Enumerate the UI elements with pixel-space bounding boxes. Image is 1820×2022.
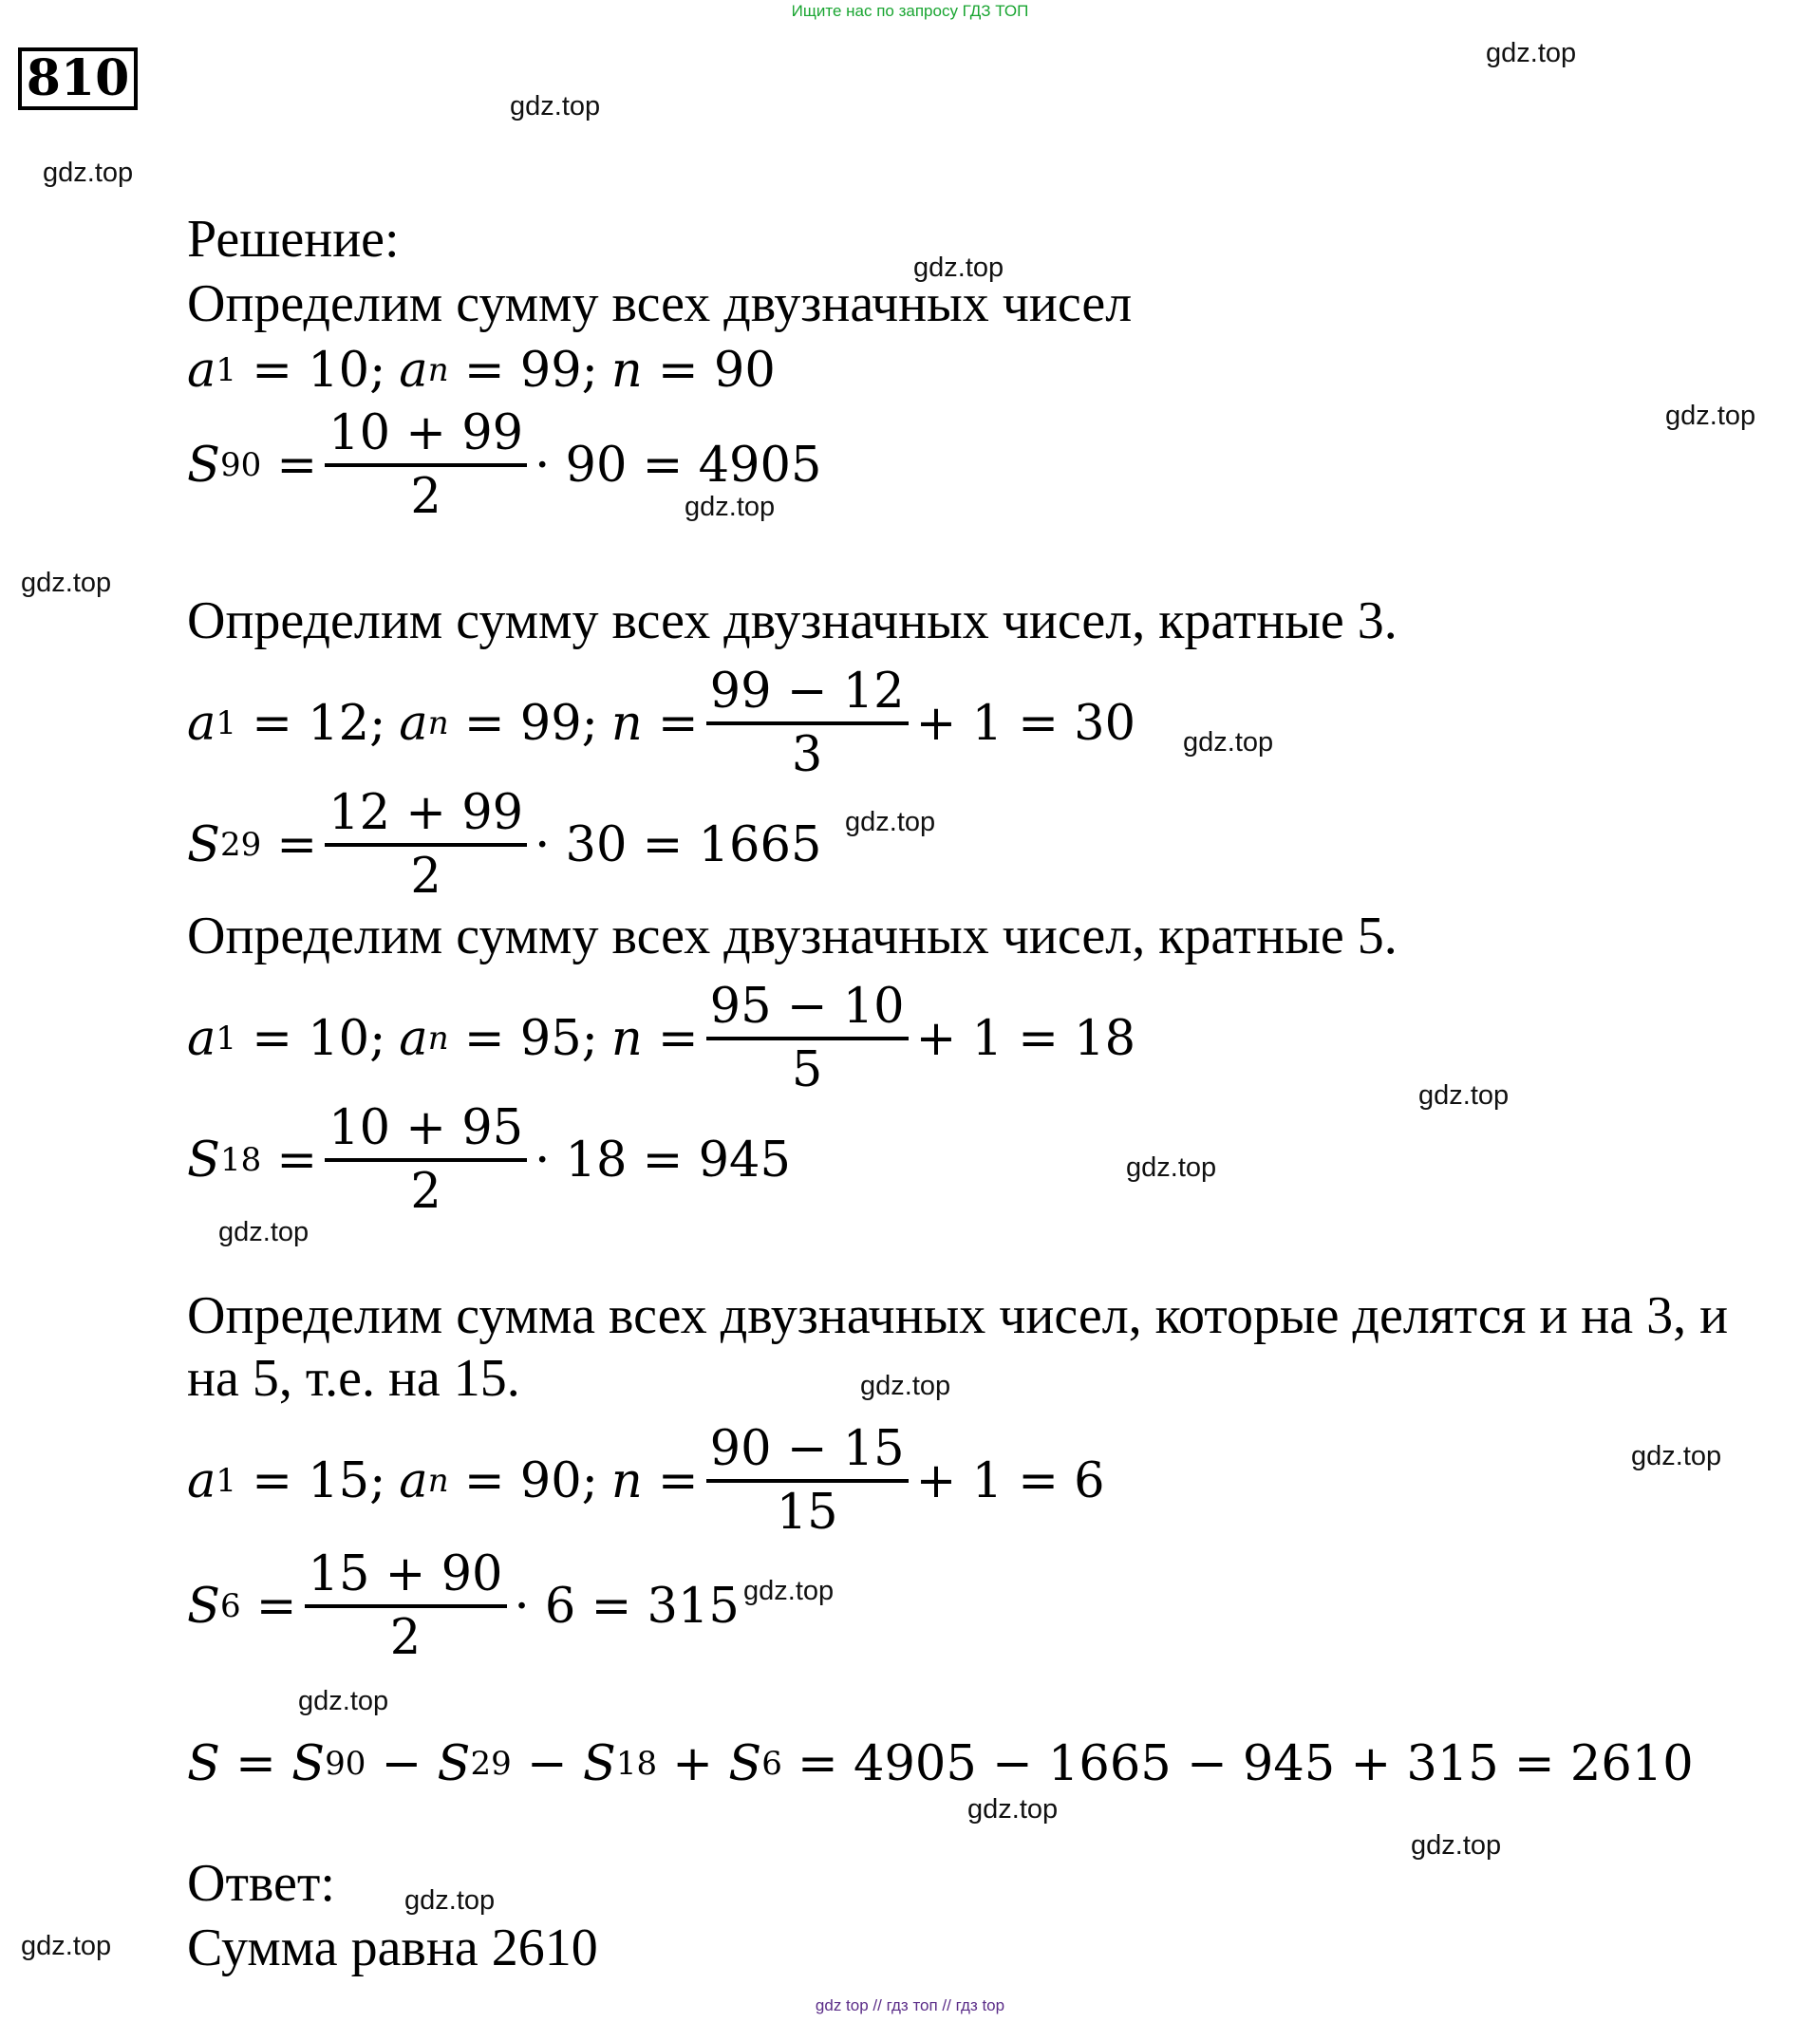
- numerator: 10 + 99: [328, 405, 524, 461]
- a1-value: 15: [308, 1452, 370, 1509]
- an-value: 99: [519, 342, 582, 399]
- section-4-sum-formula: S 6 = $\frac{15 + 90}{2}$ · 6 = 315: [187, 1546, 740, 1666]
- watermark: gdz.top: [1418, 1080, 1510, 1111]
- an-value: 99: [519, 695, 582, 752]
- a1-value: 10: [308, 342, 370, 399]
- watermark: gdz.top: [1126, 1152, 1217, 1183]
- formula-tail: · 18 = 945: [535, 1132, 791, 1189]
- fraction: [305, 1546, 507, 1666]
- section-1-sum-formula: S 90 = $\frac{10 + 99}{2}$ · 90 = 4905: [187, 405, 822, 525]
- formula-tail: · 30 = 1665: [535, 816, 822, 873]
- section-1-params: a 1 = 10 ; a n = 99 ; n = 90: [187, 342, 776, 399]
- section-4-title-line-1: Определим сумма всех двузначных чисел, которые делятся и на 3, и: [187, 1286, 1729, 1345]
- watermark: gdz.top: [1411, 1830, 1502, 1861]
- sum-subscript: 18: [219, 1141, 262, 1179]
- denominator: 2: [325, 1158, 527, 1216]
- watermark: gdz.top: [845, 807, 936, 837]
- numerator: 10 + 95: [328, 1100, 524, 1156]
- formula-tail: · 90 = 4905: [535, 437, 822, 494]
- denominator: 2: [325, 463, 527, 521]
- formula-tail: + 1 = 6: [915, 1452, 1105, 1509]
- sum-subscript: 29: [470, 1745, 512, 1783]
- watermark: gdz.top: [404, 1885, 496, 1916]
- fraction: [706, 979, 909, 1098]
- watermark: gdz.top: [1631, 1441, 1722, 1471]
- total-formula: S = S 90 − S 29 − S 18 + S 6 = 4905 − 1665 − 945 + 315 = 2610: [187, 1735, 1694, 1792]
- numerator: 12 + 99: [328, 785, 524, 841]
- solution-heading: Решение:: [187, 210, 400, 269]
- sum-subscript: 29: [219, 826, 262, 864]
- section-4-params: a 1 = 15 ; a n = 90 ; n = $\frac{90 - 15}{15}$ + 1 = 6: [187, 1421, 1105, 1541]
- numerator: 15 + 90: [308, 1546, 503, 1602]
- section-2-sum-formula: S 29 = $\frac{12 + 99}{2}$ · 30 = 1665: [187, 785, 822, 905]
- fraction: [325, 785, 527, 905]
- denominator: 5: [706, 1037, 909, 1095]
- section-3-sum-formula: S 18 = $\frac{10 + 95}{2}$ · 18 = 945: [187, 1100, 791, 1220]
- an-value: 90: [519, 1452, 582, 1509]
- fraction: [325, 405, 527, 525]
- watermark: gdz.top: [860, 1371, 951, 1401]
- watermark: gdz.top: [1486, 38, 1577, 68]
- task-number-box: 810: [18, 47, 138, 110]
- section-4-title-line-2: на 5, т.е. на 15.: [187, 1349, 520, 1408]
- fraction: [706, 1421, 909, 1541]
- formula-tail: · 6 = 315: [514, 1578, 740, 1635]
- sum-subscript: 90: [325, 1745, 366, 1783]
- watermark: gdz.top: [913, 253, 1004, 283]
- watermark: gdz.top: [298, 1686, 389, 1716]
- a1-value: 12: [308, 695, 370, 752]
- fraction: [706, 664, 909, 783]
- numerator: 95 − 10: [709, 979, 905, 1035]
- denominator: 3: [706, 721, 909, 779]
- watermark: gdz.top: [43, 158, 134, 188]
- formula-tail: + 1 = 30: [915, 695, 1136, 752]
- numerator: 99 − 12: [709, 664, 905, 720]
- a1-value: 10: [308, 1010, 370, 1067]
- watermark: gdz.top: [510, 91, 601, 122]
- watermark: gdz.top: [743, 1576, 835, 1606]
- answer-text: Сумма равна 2610: [187, 1919, 598, 1977]
- denominator: 2: [325, 843, 527, 901]
- watermark: gdz.top: [21, 568, 112, 598]
- section-2-params: a 1 = 12 ; a n = 99 ; n = $\frac{99 - 12}{3}$ + 1 = 30: [187, 664, 1136, 783]
- section-3-params: a 1 = 10 ; a n = 95 ; n = $\frac{95 - 10}{5}$ + 1 = 18: [187, 979, 1136, 1098]
- watermark: gdz.top: [1665, 401, 1756, 431]
- answer-label: Ответ:: [187, 1854, 335, 1913]
- watermark: gdz.top: [685, 492, 776, 522]
- fraction: [325, 1100, 527, 1220]
- watermark: gdz.top: [967, 1794, 1059, 1825]
- denominator: 15: [706, 1479, 909, 1537]
- section-3-title: Определим сумму всех двузначных чисел, кратные 5.: [187, 907, 1398, 965]
- section-2-title: Определим сумму всех двузначных чисел, кратные 3.: [187, 591, 1398, 650]
- bottom-watermark: gdz top // гдз топ // гдз top: [815, 1996, 1005, 2014]
- denominator: 2: [305, 1604, 507, 1662]
- watermark: gdz.top: [21, 1931, 112, 1961]
- search-banner: Ищите нас по запросу ГДЗ ТОП: [791, 2, 1029, 20]
- an-value: 95: [519, 1010, 582, 1067]
- watermark: gdz.top: [1183, 727, 1274, 758]
- sum-subscript: 90: [219, 446, 262, 484]
- section-1-title: Определим сумму всех двузначных чисел: [187, 274, 1133, 333]
- total-result: = 4905 − 1665 − 945 + 315 = 2610: [797, 1735, 1694, 1792]
- numerator: 90 − 15: [709, 1421, 905, 1477]
- sum-subscript: 18: [615, 1745, 658, 1783]
- sum-subscript: 6: [761, 1745, 782, 1783]
- formula-tail: + 1 = 18: [915, 1010, 1136, 1067]
- sum-subscript: 6: [219, 1587, 241, 1625]
- n-value: 90: [713, 342, 776, 399]
- watermark: gdz.top: [218, 1217, 310, 1247]
